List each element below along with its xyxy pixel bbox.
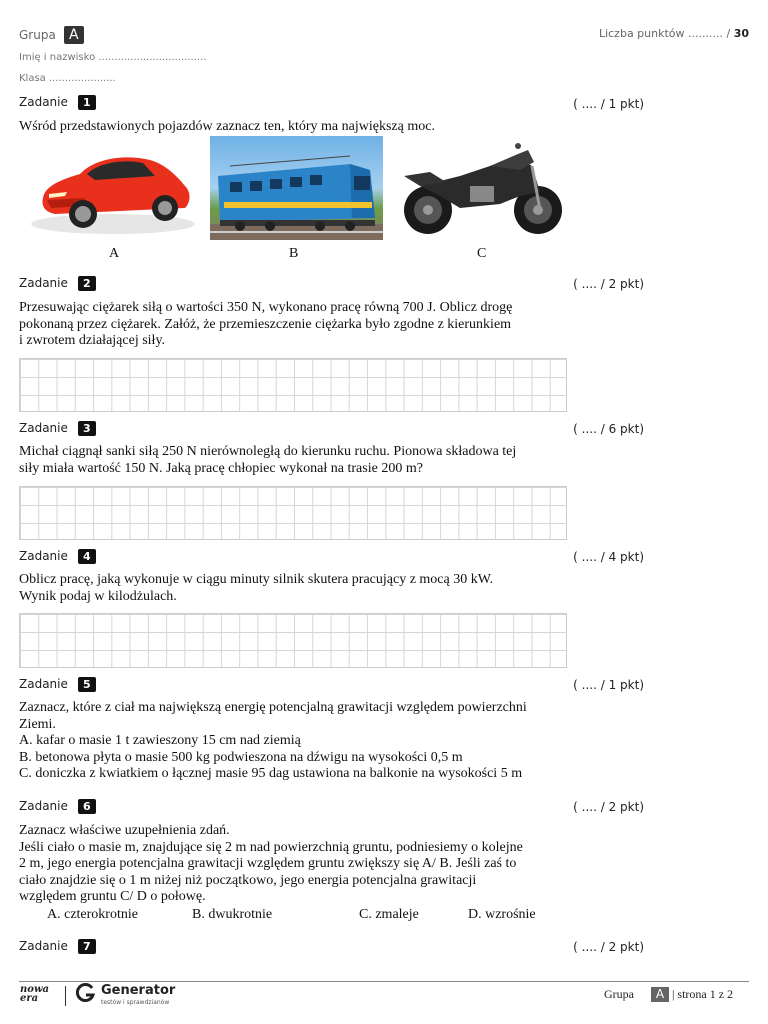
- points-total: 30: [733, 27, 749, 40]
- option-c[interactable]: C. doniczka z kwiatkiem o łącznej masie 95 dag ustawiona na balkonie na wysokości 5 m: [19, 766, 523, 781]
- task-label: Zadanie: [19, 799, 68, 813]
- generator-logo-icon: [76, 983, 96, 1003]
- points-total-header: [599, 27, 749, 40]
- task-7-points: ( .... / 2 pkt): [573, 940, 644, 954]
- task-3-text: [19, 444, 516, 477]
- task-number: 6: [78, 799, 96, 814]
- task-5-text: [19, 700, 527, 783]
- task-6-points: ( .... / 2 pkt): [573, 800, 644, 814]
- group-header: [19, 26, 84, 44]
- footer-group-label: Grupa: [604, 987, 634, 1001]
- text-line: 2 m, jego energia potencjalna grawitacji względem gruntu zwiększy się A/ B. Jeśli zaś to: [19, 856, 517, 871]
- locomotive-image[interactable]: [210, 136, 383, 240]
- text-line: względem gruntu C/ D o połowę.: [19, 889, 206, 904]
- task-1-text: Wśród przedstawionych pojazdów zaznacz ten, który ma największą moc.: [19, 119, 435, 134]
- task-label: Zadanie: [19, 677, 68, 691]
- option-b[interactable]: B. betonowa płyta o masie 500 kg podwieszona na dźwigu na wysokości 0,5 m: [19, 749, 463, 765]
- motorcycle-image[interactable]: [400, 136, 565, 240]
- text-line: Jeśli ciało o masie m, znajdujące się 2 m nad powierzchnią gruntu, podniesiemy o kolejne: [19, 839, 523, 855]
- task-3-header: [19, 421, 96, 436]
- caption-c: C: [477, 246, 487, 261]
- task-number: 4: [78, 549, 96, 564]
- footer-divider: [19, 981, 749, 982]
- task-number: 2: [78, 276, 96, 291]
- car-image[interactable]: [25, 136, 200, 240]
- task-6-text: [19, 823, 523, 906]
- text-line: Michał ciągnął sanki siłą 250 N nierównoległą do kierunku ruchu. Pionowa składowa tej: [19, 444, 517, 459]
- task-1-points: ( .... / 1 pkt): [573, 97, 644, 111]
- task-label: Zadanie: [19, 421, 68, 435]
- class-field[interactable]: Klasa .....................: [19, 73, 116, 84]
- task-2-points: ( .... / 2 pkt): [573, 277, 644, 291]
- nowa-era-logo: nowa era: [20, 984, 50, 1004]
- task-1-header: [19, 95, 96, 110]
- task-4-header: [19, 549, 96, 564]
- task-number: 5: [78, 677, 96, 692]
- footer-group-badge: A: [651, 987, 669, 1002]
- task-4-points: ( .... / 4 pkt): [573, 550, 644, 564]
- option-6a[interactable]: A. czterokrotnie: [47, 907, 138, 922]
- answer-grid-task-3[interactable]: [19, 486, 567, 540]
- text-line: Przesuwając ciężarek siłą o wartości 350 N, wykonano pracę równą 700 J. Oblicz drogę: [19, 300, 513, 315]
- name-field[interactable]: Imię i nazwisko ..................................: [19, 52, 207, 63]
- text-line: i zwrotem działającej siły.: [19, 333, 166, 348]
- task-7-header: [19, 939, 96, 954]
- task-label: Zadanie: [19, 95, 68, 109]
- points-label: Liczba punktów .......... /: [598, 27, 731, 40]
- option-6b[interactable]: B. dwukrotnie: [192, 907, 273, 922]
- task-label: Zadanie: [19, 549, 68, 563]
- task-label: Zadanie: [19, 939, 68, 953]
- answer-grid-task-2[interactable]: [19, 358, 567, 412]
- page-number: | strona 1 z 2: [672, 987, 734, 1001]
- task-5-header: [19, 677, 96, 692]
- footer-group: [604, 987, 733, 1002]
- group-letter-badge: A: [64, 26, 84, 44]
- task-6-header: [19, 799, 96, 814]
- task-number: 1: [78, 95, 96, 110]
- task-2-header: [19, 276, 96, 291]
- generator-subtitle: testów i sprawdzianów: [101, 999, 170, 1006]
- logo-divider: [65, 986, 66, 1006]
- task-2-text: [19, 300, 512, 350]
- option-a[interactable]: A. kafar o masie 1 t zawieszony 15 cm nad ziemią: [19, 733, 301, 748]
- text-line: ciało znajdzie się o 1 m niżej niż początkowo, jego energia potencjalna grawitacji: [19, 872, 477, 888]
- text-line: Wynik podaj w kilodżulach.: [19, 588, 177, 604]
- option-6c[interactable]: C. zmaleje: [359, 907, 419, 922]
- task-5-points: ( .... / 1 pkt): [573, 678, 644, 692]
- text-line: siły miała wartość 150 N. Jaką pracę chłopiec wykonał na trasie 200 m?: [19, 460, 423, 476]
- text-line: pokonaną przez ciężarek. Załóż, że przemieszczenie ciężarka było zgodne z kierunkiem: [19, 316, 512, 332]
- task-label: Zadanie: [19, 276, 68, 290]
- task-3-points: ( .... / 6 pkt): [573, 422, 644, 436]
- caption-b: B: [289, 246, 299, 261]
- task-number: 3: [78, 421, 96, 436]
- text-line: Zaznacz, które z ciał ma największą energię potencjalną grawitacji względem powierzchni: [19, 700, 527, 715]
- task-number: 7: [78, 939, 96, 954]
- task-4-text: [19, 572, 493, 605]
- answer-grid-task-4[interactable]: [19, 613, 567, 668]
- generator-title: Generator: [101, 983, 176, 998]
- group-label: Grupa: [19, 28, 56, 42]
- text-line: Oblicz pracę, jaką wykonuje w ciągu minuty silnik skutera pracujący z mocą 30 kW.: [19, 572, 494, 587]
- text-line: Ziemi.: [19, 716, 56, 732]
- caption-a: A: [109, 246, 120, 261]
- option-6d[interactable]: D. wzrośnie: [468, 907, 536, 922]
- text-line: Zaznacz właściwe uzupełnienia zdań.: [19, 823, 230, 838]
